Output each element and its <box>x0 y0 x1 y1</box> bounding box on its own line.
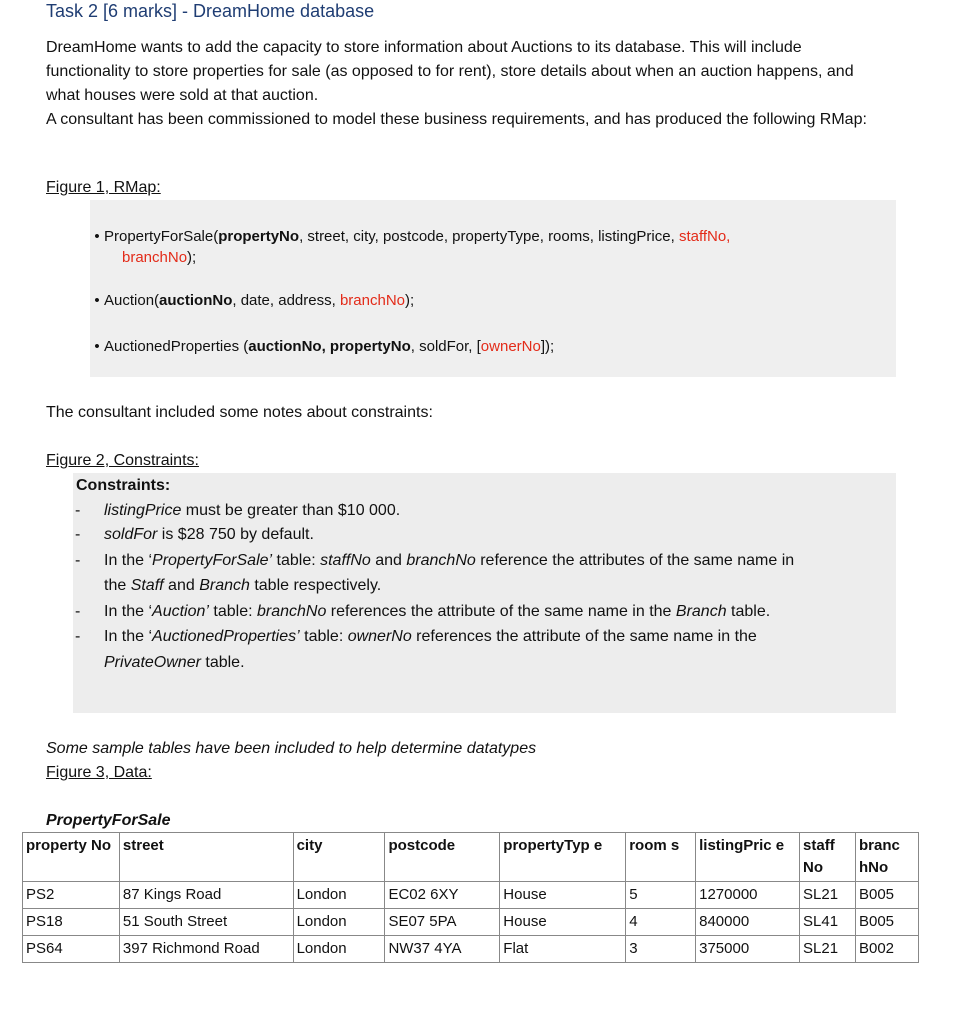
bullet-icon: • <box>94 292 100 309</box>
dash-icon: - <box>75 502 81 519</box>
table-cell: 1270000 <box>696 882 800 909</box>
bullet-icon: • <box>94 338 100 355</box>
rmap-text: Auction( <box>104 292 160 309</box>
constraint-term: branchNo <box>406 552 476 569</box>
constraint-text: table. <box>726 603 771 620</box>
bullet-icon: • <box>94 228 100 245</box>
table-title: PropertyForSale <box>46 812 171 829</box>
constraint-5 <box>104 628 757 646</box>
constraint-term: Branch <box>675 603 727 620</box>
intro-text <box>46 36 886 132</box>
constraint-5-cont <box>104 654 245 672</box>
rmap-propertyforsale-cont <box>122 249 196 266</box>
table-row <box>23 882 919 909</box>
rmap-primary-key: auctionNo <box>159 292 233 309</box>
table-cell: London <box>293 882 385 909</box>
table-cell: B005 <box>855 909 918 936</box>
table-cell: House <box>500 909 626 936</box>
table-cell: PS18 <box>23 909 120 936</box>
table-cell: PS2 <box>23 882 120 909</box>
column-header: property No <box>23 833 120 882</box>
property-for-sale-table <box>22 832 919 963</box>
constraint-term: AuctionedProperties’ <box>152 628 300 645</box>
rmap-text: ]); <box>540 338 555 355</box>
constraint-text: table. <box>200 654 245 671</box>
rmap-box <box>90 200 896 377</box>
constraints-title: Constraints: <box>76 477 171 494</box>
table-cell: 51 South Street <box>119 909 293 936</box>
table-cell: SL21 <box>800 936 856 963</box>
figure3-label: Figure 3, Data: <box>46 764 152 781</box>
rmap-propertyforsale <box>90 228 730 245</box>
table-cell: SL21 <box>800 882 856 909</box>
constraint-3-cont <box>104 577 381 595</box>
table-cell: 3 <box>626 936 696 963</box>
table-cell: London <box>293 936 385 963</box>
rmap-text: ); <box>187 249 197 266</box>
column-header: postcode <box>385 833 500 882</box>
constraint-text: table: <box>208 603 257 620</box>
constraint-term: PrivateOwner <box>104 654 201 671</box>
column-header: staff No <box>800 833 856 882</box>
figure2-label: Figure 2, Constraints: <box>46 452 199 469</box>
constraint-text: must be greater than $10 000. <box>181 502 401 519</box>
rmap-primary-key: propertyNo <box>218 228 300 245</box>
dash-icon: - <box>75 552 81 569</box>
figure1-label: Figure 1, RMap: <box>46 179 161 196</box>
column-header: propertyTyp e <box>500 833 626 882</box>
constraint-term: Staff <box>130 577 164 594</box>
table-cell: Flat <box>500 936 626 963</box>
consultant-notes: The consultant included some notes about constraints: <box>46 404 433 421</box>
constraint-1 <box>104 502 400 520</box>
rmap-primary-key: auctionNo, propertyNo <box>248 338 411 355</box>
constraint-term: Branch <box>199 577 250 594</box>
rmap-auction <box>90 292 414 309</box>
table-row <box>23 909 919 936</box>
rmap-auctionedproperties <box>90 338 554 355</box>
constraint-2 <box>104 526 314 544</box>
constraint-3 <box>104 552 794 570</box>
constraint-text: table: <box>272 552 321 569</box>
rmap-foreign-key: branchNo <box>339 292 405 309</box>
rmap-text: , date, address, <box>232 292 340 309</box>
rmap-foreign-key: ownerNo <box>480 338 541 355</box>
table-cell: 375000 <box>696 936 800 963</box>
constraint-text: In the ‘ <box>104 552 153 569</box>
constraint-text: reference the attributes of the same name in <box>475 552 795 569</box>
constraint-term: branchNo <box>256 603 327 620</box>
sample-note: Some sample tables have been included to help determine datatypes <box>46 740 537 757</box>
dash-icon: - <box>75 628 81 645</box>
constraint-text: In the ‘ <box>104 603 153 620</box>
column-header: room s <box>626 833 696 882</box>
rmap-text: PropertyForSale( <box>104 228 219 245</box>
rmap-text: , street, city, postcode, propertyType, rooms, listingPrice, <box>299 228 679 245</box>
dash-icon: - <box>75 526 81 543</box>
constraint-term: staffNo <box>320 552 371 569</box>
table-cell: 5 <box>626 882 696 909</box>
table-cell: NW37 4YA <box>385 936 500 963</box>
rmap-text: ); <box>405 292 415 309</box>
constraint-text: In the ‘ <box>104 628 153 645</box>
column-header: branc hNo <box>855 833 918 882</box>
constraint-text: references the attribute of the same name in the <box>326 603 676 620</box>
table-header-row <box>23 833 919 882</box>
table-row <box>23 936 919 963</box>
rmap-foreign-key: branchNo <box>122 249 188 266</box>
table-cell: SE07 5PA <box>385 909 500 936</box>
table-cell: B005 <box>855 882 918 909</box>
rmap-foreign-key: staffNo, <box>678 228 731 245</box>
rmap-text: AuctionedProperties ( <box>104 338 249 355</box>
intro-paragraph-1: DreamHome wants to add the capacity to store information about Auctions to its database. This will include functionality to store properties for sale (as opposed to for rent), store details about when an auction happens, and what houses were sold at that auction. <box>46 39 854 104</box>
task-heading: Task 2 [6 marks] - DreamHome database <box>46 1 375 21</box>
constraint-term: soldFor <box>104 526 158 543</box>
constraint-term: Auction’ <box>152 603 209 620</box>
table-cell: B002 <box>855 936 918 963</box>
constraint-text: the <box>104 577 131 594</box>
table-cell: 87 Kings Road <box>119 882 293 909</box>
table-cell: SL41 <box>800 909 856 936</box>
constraint-text: is $28 750 by default. <box>157 526 314 543</box>
constraint-text: and <box>370 552 407 569</box>
column-header: street <box>119 833 293 882</box>
rmap-text: , soldFor, [ <box>410 338 481 355</box>
table-cell: London <box>293 909 385 936</box>
column-header: city <box>293 833 385 882</box>
table-cell: 397 Richmond Road <box>119 936 293 963</box>
constraint-text: references the attribute of the same name in the <box>411 628 757 645</box>
constraint-term: ownerNo <box>347 628 412 645</box>
dash-icon: - <box>75 603 81 620</box>
constraint-text: table respectively. <box>249 577 382 594</box>
intro-paragraph-2: A consultant has been commissioned to model these business requirements, and has produced the following RMap: <box>46 111 867 128</box>
constraint-text: and <box>163 577 200 594</box>
column-header: listingPric e <box>696 833 800 882</box>
table-cell: EC02 6XY <box>385 882 500 909</box>
table-cell: House <box>500 882 626 909</box>
table-cell: 840000 <box>696 909 800 936</box>
constraint-term: listingPrice <box>104 502 182 519</box>
constraint-term: PropertyForSale’ <box>152 552 273 569</box>
constraint-4 <box>104 603 770 621</box>
table-cell: 4 <box>626 909 696 936</box>
table-cell: PS64 <box>23 936 120 963</box>
constraint-text: table: <box>299 628 348 645</box>
